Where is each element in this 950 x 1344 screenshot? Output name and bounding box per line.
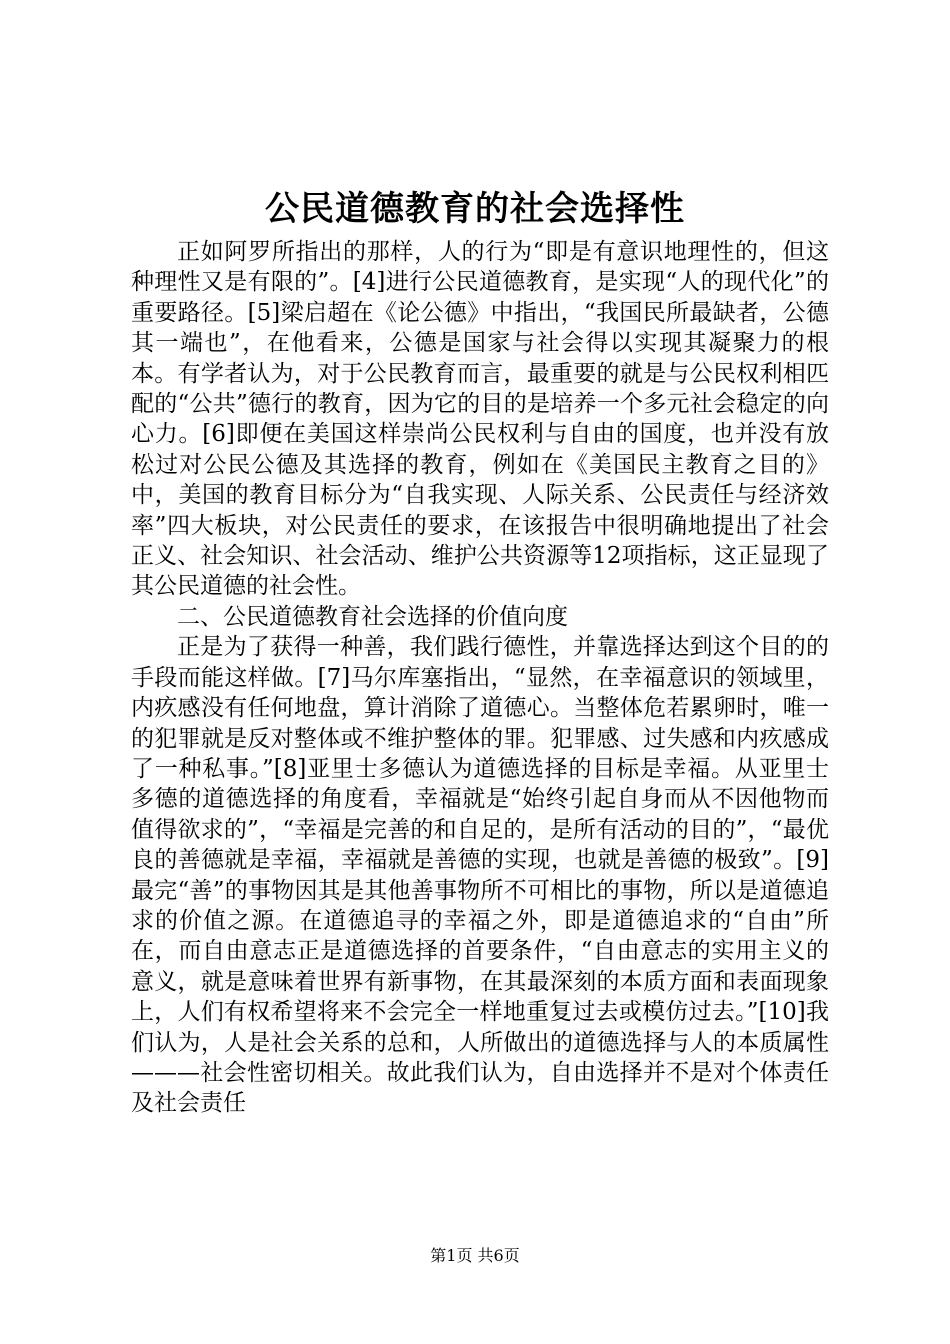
page-footer: 第1页 共6页	[430, 1246, 520, 1265]
paragraph-2: 正是为了获得一种善，我们践行德性，并靠选择达到这个目的的手段而能这样做。[7]马尔库塞指出，“显然，在幸福意识的领域里，内疚感没有任何地盘，算计消除了道德心。当整体危若累卵时，唯一的犯罪就是反对整体或不维护整体的罪。犯罪感、过失感和内疚感成了一种私事。”[8]亚里士多德认为道德选择的目标是幸福。从亚里士多德的道德选择的角度看，幸福就是“始终引起自身而从不因他物而值得欲求的”，“幸福是完善的和自足的，是所有活动的目的”，“最优良的善德就是幸福，幸福就是善德的实现，也就是善德的极致”。[9]最完“善”的事物因其是其他善事物所不可相比的事物，所以是道德追求的价值之源。在道德追寻的幸福之外，即是道德追求的“自由”所在，而自由意志正是道德选择的首要条件，“自由意志的实用主义的意义，就是意味着世界有新事物，在其最深刻的本质方面和表面现象上，人们有权希望将来不会完全一样地重复过去或模仿过去。”[10]我们认为，人是社会关系的总和，人所做出的道德选择与人的本质属性———社会性密切相关。故此我们认为，自由选择并不是对个体责任及社会责任	[131, 634, 829, 1117]
section-heading: 二、公民道德教育社会选择的价值向度	[177, 603, 568, 630]
document-title: 公民道德教育的社会选择性	[265, 189, 685, 229]
paragraph-1: 正如阿罗所指出的那样，人的行为“即是有意识地理性的，但这种理性又是有限的”。[4]进行公民道德教育，是实现“人的现代化”的重要路径。[5]梁启超在《论公德》中指出，“我国民所最缺者，公德其一端也”，在他看来，公德是国家与社会得以实现其凝聚力的根本。有学者认为，对于公民教育而言，最重要的就是与公民权利相匹配的“公共”德行的教育，因为它的目的是培养一个多元社会稳定的向心力。[6]即便在美国这样崇尚公民权利与自由的国度，也并没有放松过对公民公德及其选择的教育，例如在《美国民主教育之目的》中，美国的教育目标分为“自我实现、人际关系、公民责任与经济效率”四大板块，对公民责任的要求，在该报告中很明确地提出了社会正义、社会知识、社会活动、维护公共资源等12项指标，这正显现了其公民道德的社会性。	[131, 239, 829, 600]
document-body	[131, 237, 829, 1119]
